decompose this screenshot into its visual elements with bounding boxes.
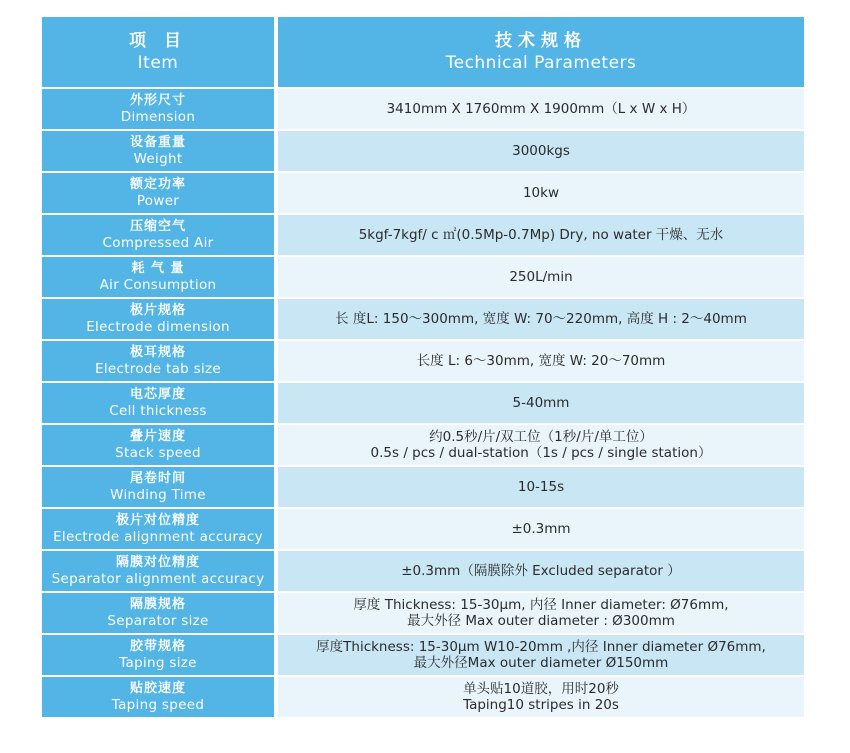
item-label-en: Power [136,193,180,209]
item-cell [42,635,274,675]
value-cell [278,677,804,717]
table-row [42,299,804,339]
item-cell [42,467,274,507]
item-label-en: Dimension [120,109,196,125]
value-line: 3000kgs [512,143,570,159]
item-label-zh: 隔膜规格 [129,597,186,612]
item-label-en: Winding Time [110,487,206,503]
header-params-en: Technical Parameters [445,53,637,73]
item-label-zh: 电芯厚度 [129,387,186,402]
value-line: 5kgf-7kgf/ c ㎡(0.5Mp-0.7Mp) Dry, no water 干燥、无水 [358,227,724,243]
table-row [42,383,804,423]
item-label-en: Air Consumption [99,277,217,293]
header-params-zh: 技术规格 [495,31,587,51]
item-label-zh: 压缩空气 [129,219,186,234]
table-row [42,173,804,213]
value-line: 最大外径Max outer diameter Ø150mm [413,655,669,671]
item-label-zh: 尾卷时间 [129,471,186,486]
value-line: 250L/min [509,269,573,285]
value-cell [278,509,804,549]
item-label-zh: 额定功率 [129,177,186,192]
value-line: 10kw [522,185,560,201]
table-header [42,17,804,87]
table-row [42,425,804,465]
header-item-cell [42,17,274,87]
item-cell [42,425,274,465]
value-line: ±0.3mm（隔膜除外 Excluded separator ） [401,563,681,579]
table-row [42,509,804,549]
item-label-zh: 隔膜对位精度 [115,555,200,570]
item-label-zh: 胶带规格 [129,639,186,654]
item-label-en: Cell thickness [109,403,207,419]
table-row [42,215,804,255]
table-row [42,551,804,591]
item-cell [42,593,274,633]
value-cell [278,425,804,465]
item-cell [42,299,274,339]
item-cell [42,257,274,297]
item-label-en: Separator alignment accuracy [51,571,265,587]
value-line: 约0.5秒/片/双工位（1秒/片/单工位） [429,429,653,445]
item-label-en: Taping size [119,655,197,671]
item-label-zh: 极耳规格 [129,345,186,360]
value-line: 厚度 Thickness: 15-30μm, 内径 Inner diameter: Ø76mm, [353,597,729,613]
item-label-zh: 极片规格 [129,303,186,318]
item-cell [42,551,274,591]
value-cell [278,635,804,675]
item-label-zh: 叠片速度 [129,429,186,444]
value-cell [278,215,804,255]
item-cell [42,173,274,213]
item-label-en: Electrode dimension [86,319,230,335]
item-label-en: Separator size [107,613,209,629]
value-line: 长度 L: 6～30mm, 宽度 W: 20～70mm [416,353,666,369]
value-line: 单头贴10道胶，用时20秒 [463,681,619,697]
value-cell [278,383,804,423]
value-line: ±0.3mm [511,521,571,537]
item-label-zh: 极片对位精度 [115,513,200,528]
item-label-en: Stack speed [115,445,201,461]
value-cell [278,551,804,591]
item-label-zh: 耗 气 量 [131,261,185,276]
value-cell [278,131,804,171]
table-row [42,635,804,675]
value-cell [278,341,804,381]
table-row [42,89,804,129]
value-cell [278,467,804,507]
value-cell [278,593,804,633]
value-line: 5-40mm [512,395,570,411]
item-label-en: Electrode alignment accuracy [53,529,263,545]
table-row [42,593,804,633]
value-line: Taping10 stripes in 20s [463,697,619,713]
value-line: 长 度L: 150～300mm, 宽度 W: 70～220mm, 高度 H : 2～40mm [335,311,747,327]
value-cell [278,257,804,297]
item-label-zh: 外形尺寸 [129,93,186,108]
item-label-zh: 设备重量 [129,135,186,150]
value-line: 3410mm X 1760mm X 1900mm（L x W x H） [386,101,696,117]
item-label-zh: 贴胶速度 [129,681,186,696]
header-item-en: Item [137,53,179,73]
item-label-en: Compressed Air [102,235,214,251]
item-label-en: Taping speed [111,697,205,713]
item-cell [42,383,274,423]
value-cell [278,89,804,129]
item-cell [42,509,274,549]
item-cell [42,131,274,171]
value-cell [278,299,804,339]
item-cell [42,341,274,381]
table-row [42,677,804,717]
item-cell [42,677,274,717]
header-item-zh: 项 目 [129,31,187,51]
table-row [42,257,804,297]
item-cell [42,89,274,129]
table-row [42,341,804,381]
item-cell [42,215,274,255]
item-label-en: Weight [133,151,183,167]
value-cell [278,173,804,213]
header-params-cell [278,17,804,87]
value-line: 0.5s / pcs / dual-station（1s / pcs / single station） [370,445,712,461]
value-line: 最大外径 Max outer diameter : Ø300mm [407,613,675,629]
value-line: 厚度Thickness: 15-30μm W10-20mm ,内径 Inner diameter Ø76mm, [316,639,766,655]
table-row [42,131,804,171]
item-label-en: Electrode tab size [95,361,221,377]
table-body [42,89,804,717]
value-line: 10-15s [517,479,565,495]
table-row [42,467,804,507]
spec-table [42,17,804,719]
